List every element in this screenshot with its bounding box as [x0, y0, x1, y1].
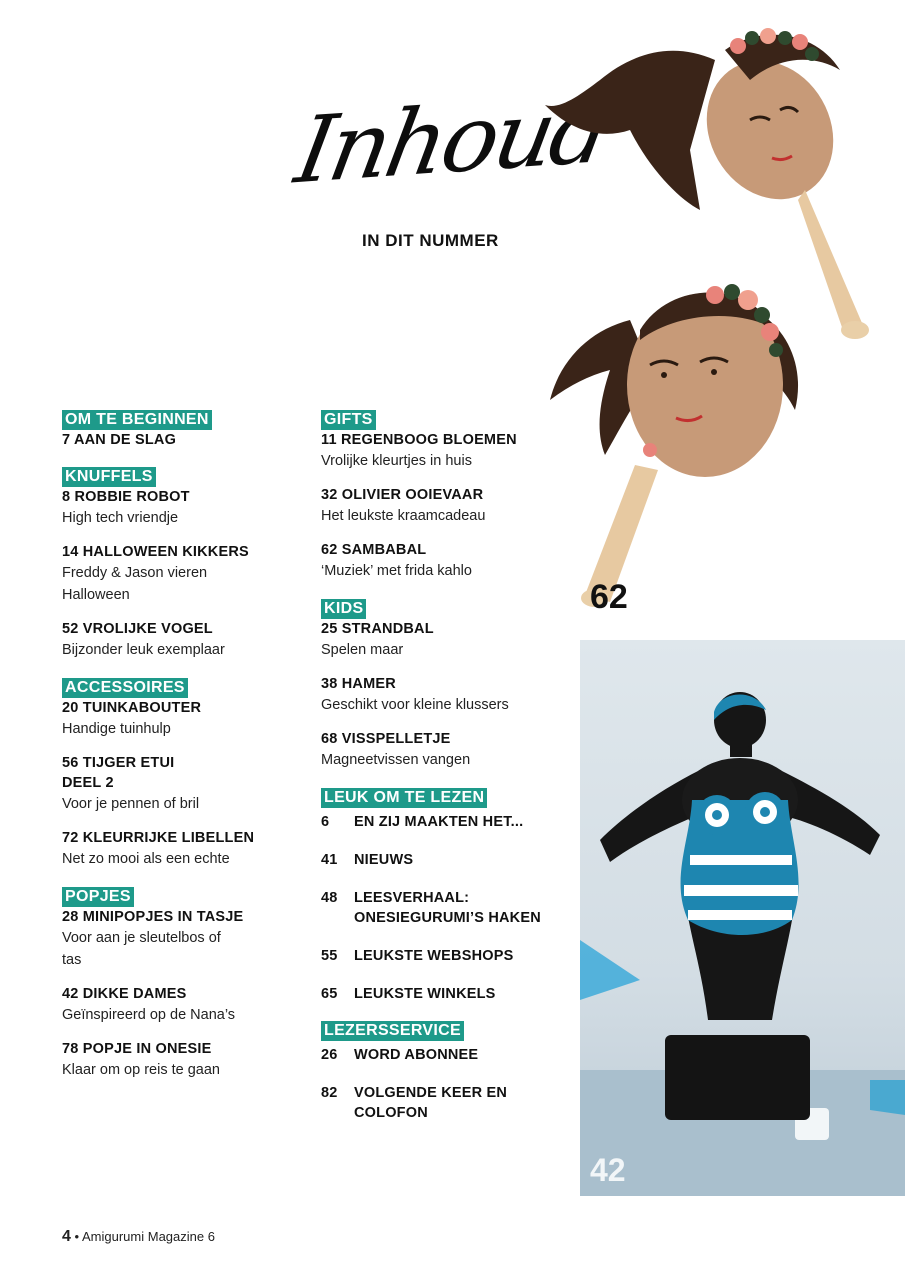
toc-entry[interactable] [62, 753, 292, 815]
toc-entry[interactable] [321, 850, 561, 870]
entry-title: 14 HALLOWEEN KIKKERS [62, 544, 249, 560]
section-popjes [62, 887, 292, 1081]
toc-entry[interactable] [62, 828, 292, 870]
entry-desc: ‘Muziek’ met frida kahlo [321, 563, 472, 579]
entry-title: NIEUWS [354, 852, 414, 868]
entry-title: LEUKSTE WEBSHOPS [354, 948, 514, 964]
entry-number: 41 [321, 852, 338, 868]
section-om-te-beginnen [62, 410, 292, 450]
entry-title: 8 ROBBIE ROBOT [62, 489, 190, 505]
entry-title: LEESVERHAAL: ONESIEGURUMI’S HAKEN [354, 890, 541, 926]
entry-number: 48 [321, 890, 338, 906]
toc-entry[interactable] [321, 1045, 561, 1065]
toc-entry[interactable] [62, 430, 292, 450]
toc-left-column [62, 410, 292, 1098]
entry-number: 6 [321, 814, 330, 830]
toc-entry[interactable] [321, 729, 561, 771]
entry-number: 26 [321, 1047, 338, 1063]
entry-desc: Klaar om op reis te gaan [62, 1062, 220, 1078]
entry-desc: Voor je pennen of bril [62, 796, 200, 812]
maracas-photo [540, 10, 905, 630]
toc-entry[interactable] [62, 907, 292, 971]
photo-page-number-62: 62 [590, 578, 628, 616]
section-lezersservice [321, 1021, 561, 1123]
toc-entry[interactable] [62, 698, 292, 740]
entry-title: 56 TIJGER ETUI DEEL 2 [62, 755, 175, 791]
entry-number: 55 [321, 948, 338, 964]
toc-entry[interactable] [321, 984, 561, 1004]
toc-right-column [321, 410, 561, 1140]
entry-title: 52 VROLIJKE VOGEL [62, 621, 213, 637]
entry-number: 82 [321, 1085, 338, 1101]
entry-title: 62 SAMBABAL [321, 542, 427, 558]
entry-desc: Handige tuinhulp [62, 721, 171, 737]
entry-title: 11 REGENBOOG BLOEMEN [321, 432, 517, 448]
entry-desc: Het leukste kraamcadeau [321, 508, 486, 524]
toc-entry[interactable] [62, 619, 292, 661]
photo-page-number-42: 42 [590, 1152, 626, 1188]
section-label: KIDS [321, 599, 366, 619]
toc-entry[interactable] [321, 430, 561, 472]
entry-title: 20 TUINKABOUTER [62, 700, 202, 716]
section-label: ACCESSOIRES [62, 678, 188, 698]
section-label: POPJES [62, 887, 134, 907]
toc-entry[interactable] [321, 888, 561, 928]
entry-desc: Net zo mooi als een echte [62, 851, 230, 867]
toc-entry[interactable] [62, 542, 292, 606]
toc-entry[interactable] [321, 619, 561, 661]
entry-title: 78 POPJE IN ONESIE [62, 1041, 212, 1057]
section-gifts [321, 410, 561, 582]
nana-illustration [580, 640, 905, 1196]
entry-desc: Bijzonder leuk exemplaar [62, 642, 225, 658]
section-label: GIFTS [321, 410, 376, 430]
page-subtitle: IN DIT NUMMER [362, 231, 499, 250]
entry-desc: High tech vriendje [62, 510, 179, 526]
section-label: OM TE BEGINNEN [62, 410, 212, 430]
nana-photo [580, 640, 905, 1196]
magazine-name: Amigurumi Magazine 6 [82, 1229, 215, 1244]
entry-title: 68 VISSPELLETJE [321, 731, 451, 747]
entry-title: 72 KLEURRIJKE LIBELLEN [62, 830, 255, 846]
page-footer [62, 1228, 215, 1246]
maraca-bottom [550, 284, 798, 607]
entry-desc: Geïnspireerd op de Nana’s [62, 1007, 236, 1023]
entry-title: 38 HAMER [321, 676, 396, 692]
toc-entry[interactable] [321, 540, 561, 582]
toc-entry[interactable] [62, 487, 292, 529]
page-number: 4 [62, 1228, 71, 1245]
entry-title: VOLGENDE KEER EN COLOFON [354, 1085, 508, 1121]
section-label: KNUFFELS [62, 467, 156, 487]
toc-entry[interactable] [62, 984, 292, 1026]
entry-title: WORD ABONNEE [354, 1047, 479, 1063]
section-label: LEUK OM TE LEZEN [321, 788, 487, 808]
entry-desc: Geschikt voor kleine klussers [321, 697, 509, 713]
entry-title: LEUKSTE WINKELS [354, 986, 496, 1002]
toc-entry[interactable] [321, 1083, 561, 1123]
entry-number: 65 [321, 986, 338, 1002]
toc-entry[interactable] [321, 812, 561, 832]
entry-desc: Spelen maar [321, 642, 404, 658]
section-label: LEZERSSERVICE [321, 1021, 464, 1041]
entry-title: 32 OLIVIER OOIEVAAR [321, 487, 484, 503]
toc-entry[interactable] [321, 946, 561, 966]
section-knuffels [62, 467, 292, 661]
toc-entry[interactable] [321, 485, 561, 527]
entry-title: 25 STRANDBAL [321, 621, 434, 637]
entry-title: 28 MINIPOPJES IN TASJE [62, 909, 244, 925]
footer-bullet: • [74, 1229, 80, 1244]
entry-desc: Voor aan je sleutelbos of tas [62, 930, 221, 968]
entry-title: 7 AAN DE SLAG [62, 432, 177, 448]
section-kids [321, 599, 561, 771]
toc-entry[interactable] [62, 1039, 292, 1081]
page-title: Inhoud [288, 76, 617, 205]
section-leuk-om-te-lezen [321, 788, 561, 1004]
section-accessoires [62, 678, 292, 870]
entry-title: 42 DIKKE DAMES [62, 986, 187, 1002]
toc-entry[interactable] [321, 674, 561, 716]
entry-desc: Magneetvissen vangen [321, 752, 471, 768]
entry-desc: Vrolijke kleurtjes in huis [321, 453, 472, 469]
entry-desc: Freddy & Jason vieren Halloween [62, 565, 208, 603]
entry-title: EN ZIJ MAAKTEN HET... [354, 814, 524, 830]
